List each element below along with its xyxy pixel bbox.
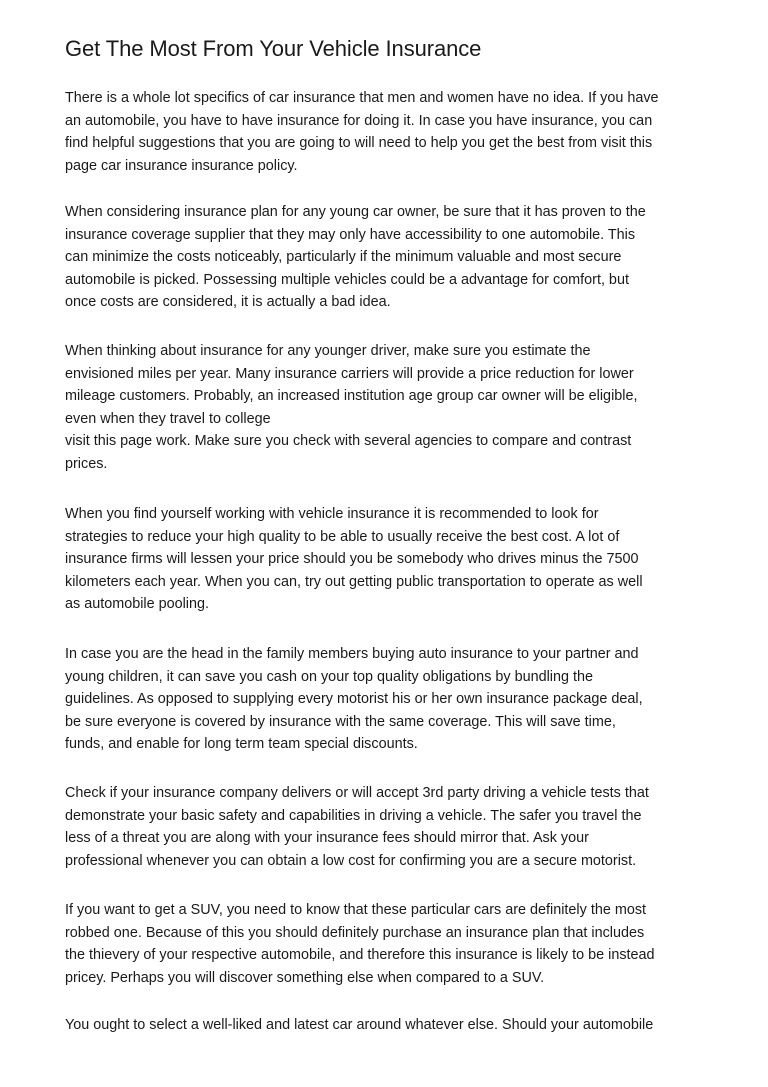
paragraph-2: [65, 201, 646, 314]
text-line: funds, and enable for long term team special discounts.: [65, 736, 418, 752]
text-line: When thinking about insurance for any younger driver, make sure you estimate the: [65, 343, 591, 359]
text-line: visit this page work. Make sure you check with several agencies to compare and contrast: [65, 433, 632, 449]
text-line: even when they travel to college: [65, 410, 271, 427]
text-line: page car insurance insurance policy.: [65, 157, 298, 174]
paragraph-5: [65, 643, 643, 756]
paragraph-7: [65, 899, 655, 989]
text-line: can minimize the costs noticeably, particularly if the minimum valuable and most secure: [65, 249, 622, 265]
text-line: strategies to reduce your high quality to be able to usually receive the best cost. A lot of: [65, 528, 620, 545]
text-line: pricey. Perhaps you will discover something else when compared to a SUV.: [65, 969, 545, 986]
paragraph-8: [65, 1014, 653, 1037]
text-line: find helpful suggestions that you are going to will need to help you get the best from visit this: [65, 135, 653, 151]
text-line: When considering insurance plan for any young car owner, be sure that it has proven to the: [65, 204, 646, 220]
paragraph-6: [65, 782, 649, 872]
text-line: automobile is picked. Possessing multiple vehicles could be a advantage for comfort, but: [65, 271, 629, 288]
text-line: Check if your insurance company delivers or will accept 3rd party driving a vehicle tests that: [65, 785, 649, 801]
text-line: once costs are considered, it is actually a bad idea.: [65, 294, 391, 310]
text-line: There is a whole lot specifics of car insurance that men and women have no idea. If you have: [65, 90, 659, 106]
text-line: mileage customers. Probably, an increased institution age group car owner will be eligible,: [65, 388, 638, 404]
text-line: insurance coverage supplier that they may only have accessibility to one automobile. This: [65, 226, 636, 243]
text-line: guidelines. As opposed to supplying every motorist his or her own insurance package deal,: [65, 691, 643, 707]
text-line: demonstrate your basic safety and capabilities in driving a vehicle. The safer you travel the: [65, 807, 642, 824]
paragraph-3: [65, 340, 637, 475]
text-line: When you find yourself working with vehicle insurance it is recommended to look for: [65, 506, 599, 522]
text-line: be sure everyone is covered by insurance with the same coverage. This will save time,: [65, 713, 616, 730]
text-line: In case you are the head in the family members buying auto insurance to your partner and: [65, 646, 639, 662]
text-line: as automobile pooling.: [65, 596, 210, 612]
text-line: less of a threat you are along with your insurance fees should mirror that. Ask your: [65, 830, 589, 846]
text-line: envisioned miles per year. Many insurance carriers will provide a price reduction for lower: [65, 365, 634, 382]
text-line: You ought to select a well-liked and latest car around whatever else. Should your automobile: [65, 1017, 654, 1033]
text-line: If you want to get a SUV, you need to know that these particular cars are definitely the most: [65, 902, 647, 918]
text-line: professional whenever you can obtain a low cost for confirming you are a secure motorist.: [65, 852, 637, 869]
page-title: Get The Most From Your Vehicle Insurance: [65, 36, 482, 61]
text-line: kilometers each year. When you can, try out getting public transportation to operate as well: [65, 573, 643, 590]
text-line: insurance firms will lessen your price should you be somebody who drives minus the 7500: [65, 551, 639, 567]
text-line: young children, it can save you cash on your top quality obligations by bundling the: [65, 668, 593, 685]
text-line: prices.: [65, 455, 108, 472]
paragraph-4: [65, 503, 643, 616]
text-line: robbed one. Because of this you should definitely purchase an insurance plan that includes: [65, 924, 645, 941]
paragraph-1: [65, 87, 659, 177]
text-line: an automobile, you have to have insurance for doing it. In case you have insurance, you can: [65, 112, 653, 129]
text-line: the thievery of your respective automobile, and therefore this insurance is likely to be instead: [65, 947, 655, 963]
